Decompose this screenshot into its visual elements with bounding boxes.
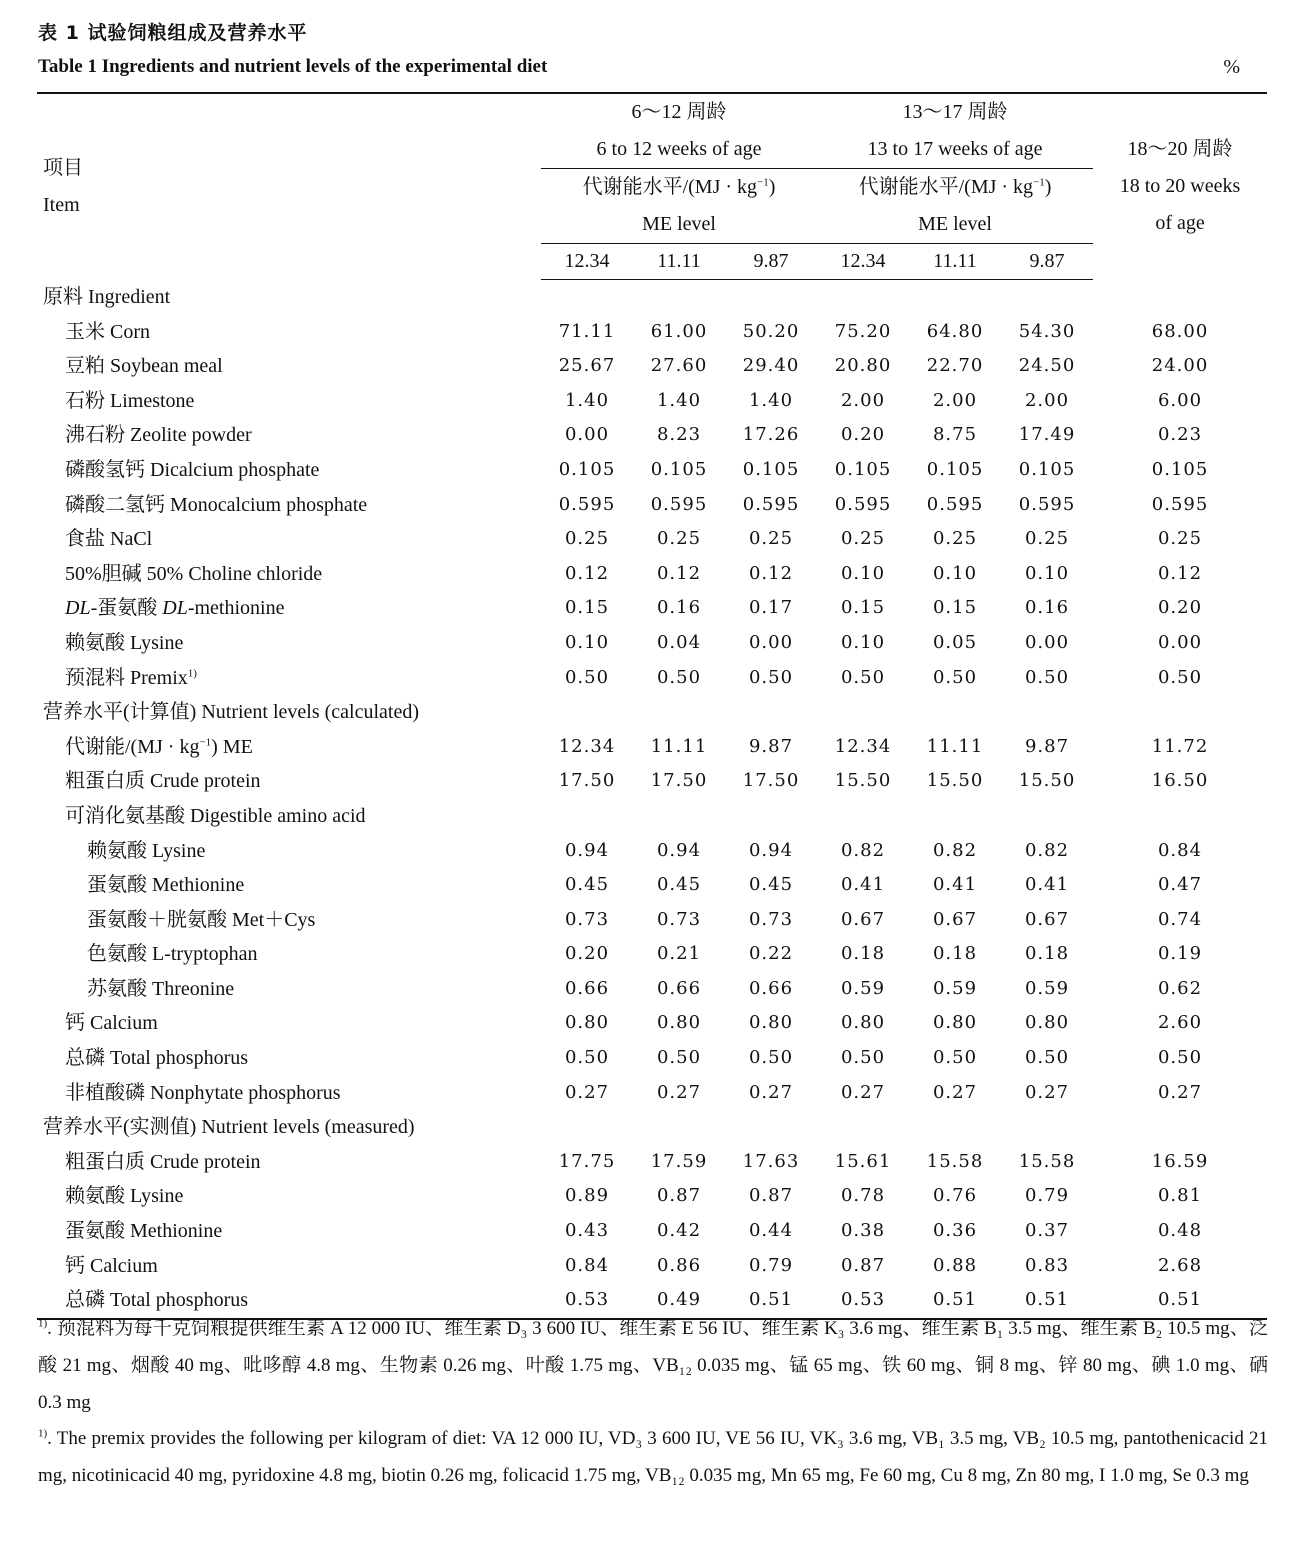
cell-value: 0.80: [748, 1012, 794, 1034]
cell-value: 0.12: [656, 562, 702, 584]
me-level-5: 11.11: [909, 244, 1001, 280]
row-label: 玉米 Corn: [65, 320, 150, 343]
table-row: [37, 418, 1267, 453]
row-label: 蛋氨酸 Methionine: [65, 1220, 223, 1243]
cell-value: 0.41: [932, 874, 978, 896]
cell-value: 0.105: [834, 458, 892, 480]
cell-value: 71.11: [558, 320, 616, 342]
table-row: [37, 972, 1267, 1007]
table-row: [37, 488, 1267, 523]
cell-value: 0.80: [932, 1012, 978, 1034]
cell-value: 15.50: [1018, 770, 1076, 792]
cell-value: 0.18: [1024, 943, 1070, 965]
cell-value: 0.82: [1024, 839, 1070, 861]
row-label: 赖氨酸 Lysine: [65, 1185, 184, 1208]
cell-value: 0.15: [840, 597, 886, 619]
cell-value: 0.87: [840, 1254, 886, 1276]
table-row: [37, 1076, 1267, 1111]
table-caption-en: Table 1 Ingredients and nutrient levels of the experimental diet: [38, 56, 548, 77]
table-row: [37, 1110, 1267, 1145]
cell-value: 17.63: [742, 1150, 800, 1172]
group1-me-cn: 代谢能水平$/(MJ \cdot kg^{-1})$: [582, 176, 776, 198]
table-row: [37, 937, 1267, 972]
cell-value: 0.05: [932, 631, 978, 653]
cell-value: 24.00: [1151, 355, 1209, 377]
cell-value: 0.12: [748, 562, 794, 584]
cell-value: 24.50: [1018, 355, 1076, 377]
cell-value: 0.94: [564, 839, 610, 861]
cell-value: 0.10: [840, 631, 886, 653]
cell-value: 0.44: [748, 1220, 794, 1242]
row-label: 蛋氨酸＋胱氨酸 Met＋Cys: [87, 908, 316, 931]
row-label: 代谢能$/(MJ \cdot kg^{-1})$ ME: [65, 735, 253, 758]
row-label: 原料 Ingredient: [43, 286, 171, 308]
diet-table: [37, 92, 1267, 1320]
table-row: [37, 695, 1267, 730]
group2-header-en: 13 to 17 weeks of age: [817, 131, 1093, 169]
cell-value: 54.30: [1018, 320, 1076, 342]
table-row: [37, 764, 1267, 799]
cell-value: 17.50: [650, 770, 708, 792]
cell-value: 2.00: [840, 389, 886, 411]
cell-value: 0.88: [932, 1254, 978, 1276]
cell-value: 0.00: [564, 424, 610, 446]
cell-value: 75.20: [834, 320, 892, 342]
row-label: 50%胆碱 50% Choline chloride: [65, 562, 323, 585]
cell-value: 0.105: [926, 458, 984, 480]
cell-value: 0.47: [1157, 874, 1203, 896]
cell-value: 9.87: [748, 735, 794, 757]
table-unit: %: [1223, 56, 1240, 78]
table-row: [37, 591, 1267, 626]
row-label: DL-蛋氨酸 DL-methionine: [65, 597, 285, 620]
cell-value: 0.595: [834, 493, 892, 515]
table-row: [37, 349, 1267, 384]
table-row: [37, 799, 1267, 834]
cell-value: 0.83: [1024, 1254, 1070, 1276]
cell-value: 61.00: [650, 320, 708, 342]
table-row: [37, 1041, 1267, 1076]
cell-value: 0.105: [742, 458, 800, 480]
cell-value: 0.595: [558, 493, 616, 515]
cell-value: 12.34: [558, 735, 616, 757]
cell-value: 0.16: [1024, 597, 1070, 619]
row-label: 石粉 Limestone: [65, 389, 195, 412]
cell-value: 0.595: [1018, 493, 1076, 515]
footnote-cn: [38, 1310, 1268, 1421]
cell-value: 0.51: [909, 1283, 1001, 1319]
group3-header-cn: 18～20 周龄: [1127, 138, 1233, 161]
table-row: [37, 522, 1267, 557]
footnote-en: [38, 1420, 1268, 1494]
row-label: 色氨酸 L-tryptophan: [87, 943, 258, 966]
cell-value: 0.80: [656, 1012, 702, 1034]
cell-value: 17.26: [742, 424, 800, 446]
cell-value: 0.27: [840, 1081, 886, 1103]
cell-value: 0.20: [1157, 597, 1203, 619]
me-level-4: 12.34: [817, 244, 909, 280]
cell-value: 0.50: [564, 666, 610, 688]
cell-value: 0.41: [1024, 874, 1070, 896]
row-label: 粗蛋白质 Crude protein: [65, 1150, 261, 1173]
cell-value: 0.42: [656, 1220, 702, 1242]
cell-value: 0.50: [932, 1047, 978, 1069]
cell-value: 0.19: [1157, 943, 1203, 965]
table-row: [37, 1006, 1267, 1041]
cell-value: 11.72: [1151, 735, 1209, 757]
cell-value: 0.36: [932, 1220, 978, 1242]
row-label: 磷酸氢钙 Dicalcium phosphate: [65, 458, 320, 481]
cell-value: 0.27: [932, 1081, 978, 1103]
row-label: 豆粕 Soybean meal: [65, 355, 223, 378]
group1-header-cn: 6～12 周龄: [541, 93, 817, 131]
cell-value: 0.10: [564, 631, 610, 653]
cell-value: 25.67: [558, 355, 616, 377]
cell-value: 0.25: [656, 528, 702, 550]
cell-value: 0.87: [656, 1185, 702, 1207]
row-label: 粗蛋白质 Crude protein: [65, 770, 261, 793]
row-label: 苏氨酸 Threonine: [87, 977, 235, 1000]
footnote-marker: 1): [38, 1317, 48, 1330]
me-level-1: 12.34: [541, 244, 633, 280]
table-row: [37, 557, 1267, 592]
cell-value: 8.75: [932, 424, 978, 446]
cell-value: 2.00: [932, 389, 978, 411]
group2-me-en: ME level: [817, 206, 1093, 244]
cell-value: 0.50: [1157, 666, 1203, 688]
cell-value: 0.50: [656, 666, 702, 688]
cell-value: 0.27: [564, 1081, 610, 1103]
cell-value: 0.25: [932, 528, 978, 550]
cell-value: 17.59: [650, 1150, 708, 1172]
cell-value: 0.67: [932, 908, 978, 930]
cell-value: 0.82: [932, 839, 978, 861]
table-row: [37, 903, 1267, 938]
row-label: 非植酸磷 Nonphytate phosphorus: [65, 1081, 341, 1104]
cell-value: 0.50: [1157, 1047, 1203, 1069]
cell-value: 0.25: [748, 528, 794, 550]
cell-value: 27.60: [650, 355, 708, 377]
cell-value: 0.50: [840, 666, 886, 688]
cell-value: 17.75: [558, 1150, 616, 1172]
cell-value: 0.10: [932, 562, 978, 584]
cell-value: 15.58: [926, 1150, 984, 1172]
row-label: 总磷 Total phosphorus: [37, 1283, 541, 1319]
cell-value: 0.18: [840, 943, 886, 965]
cell-value: 17.49: [1018, 424, 1076, 446]
cell-value: 0.50: [1024, 666, 1070, 688]
cell-value: 0.25: [564, 528, 610, 550]
cell-value: 0.50: [656, 1047, 702, 1069]
cell-value: 0.49: [633, 1283, 725, 1319]
footnote-cn-text: . 预混料为每千克饲粮提供维生素 A 12 000 IU、维生素 D₃ 3 600 IU、维生素 E 56 IU、维生素 K₃ 3.6 mg、维生素 B₁ 3.5 mg、维生素 B₂ 10.5 mg、泛酸 21 mg、烟酸 40 mg、吡哆醇 4.8 mg、生物素 0.26 mg、叶酸 1.75 mg、VB₁₂ 0.035 mg、锰 65 mg、铁 60 mg、铜 8 mg、锌 80 mg、碘 1.0 mg、硒 0.3 mg: [38, 1318, 1268, 1413]
cell-value: 22.70: [926, 355, 984, 377]
group2-me-cn: 代谢能水平$/(MJ \cdot kg^{-1})$: [858, 176, 1052, 198]
cell-value: 2.60: [1157, 1012, 1203, 1034]
cell-value: 2.00: [1024, 389, 1070, 411]
cell-value: 0.41: [840, 874, 886, 896]
cell-value: 0.76: [932, 1185, 978, 1207]
group3-header-en2: of age: [1155, 212, 1205, 235]
table-row: [37, 1214, 1267, 1249]
row-label: 预混料 Premix$^{1)}$: [65, 666, 197, 689]
table-row: [37, 1249, 1267, 1284]
cell-value: 8.23: [656, 424, 702, 446]
row-label: 沸石粉 Zeolite powder: [65, 424, 252, 447]
me-level-3: 9.87: [725, 244, 817, 280]
cell-value: 0.73: [748, 908, 794, 930]
cell-value: 0.62: [1157, 977, 1203, 999]
row-label: 总磷 Total phosphorus: [65, 1047, 249, 1070]
cell-value: 0.51: [1093, 1283, 1267, 1319]
cell-value: 50.20: [742, 320, 800, 342]
cell-value: 0.25: [1024, 528, 1070, 550]
cell-value: 0.23: [1157, 424, 1203, 446]
cell-value: 0.66: [656, 977, 702, 999]
cell-value: 0.67: [840, 908, 886, 930]
item-header-cn: 项目: [43, 156, 83, 179]
cell-value: 68.00: [1151, 320, 1209, 342]
cell-value: 0.89: [564, 1185, 610, 1207]
cell-value: 0.43: [564, 1220, 610, 1242]
table-row: [37, 453, 1267, 488]
cell-value: 0.84: [1157, 839, 1203, 861]
row-label: 磷酸二氢钙 Monocalcium phosphate: [65, 493, 368, 516]
cell-value: 12.34: [834, 735, 892, 757]
cell-value: 0.80: [1024, 1012, 1070, 1034]
cell-value: 0.105: [1151, 458, 1209, 480]
cell-value: 0.51: [1001, 1283, 1093, 1319]
cell-value: 0.105: [558, 458, 616, 480]
cell-value: 15.58: [1018, 1150, 1076, 1172]
cell-value: 11.11: [650, 735, 708, 757]
cell-value: 15.50: [926, 770, 984, 792]
cell-value: 0.37: [1024, 1220, 1070, 1242]
cell-value: 0.73: [656, 908, 702, 930]
cell-value: 0.74: [1157, 908, 1203, 930]
group1-me-en: ME level: [541, 206, 817, 244]
row-label: 赖氨酸 Lysine: [87, 839, 206, 862]
me-level-2: 11.11: [633, 244, 725, 280]
cell-value: 0.00: [748, 631, 794, 653]
row-label: 蛋氨酸 Methionine: [87, 874, 245, 897]
cell-value: 0.45: [656, 874, 702, 896]
cell-value: 0.82: [840, 839, 886, 861]
cell-value: 0.94: [748, 839, 794, 861]
footnote-marker: 1): [38, 1427, 48, 1440]
cell-value: 0.94: [656, 839, 702, 861]
cell-value: 0.22: [748, 943, 794, 965]
cell-value: 0.50: [932, 666, 978, 688]
cell-value: 0.50: [1024, 1047, 1070, 1069]
cell-value: 0.66: [564, 977, 610, 999]
cell-value: 0.51: [725, 1283, 817, 1319]
cell-value: 0.27: [1157, 1081, 1203, 1103]
cell-value: 1.40: [564, 389, 610, 411]
cell-value: 0.79: [748, 1254, 794, 1276]
cell-value: 15.61: [834, 1150, 892, 1172]
table-row: [37, 661, 1267, 696]
cell-value: 0.53: [541, 1283, 633, 1319]
cell-value: 0.00: [1157, 631, 1203, 653]
cell-value: 1.40: [748, 389, 794, 411]
table-body: [37, 280, 1267, 1319]
cell-value: 0.38: [840, 1220, 886, 1242]
cell-value: 0.78: [840, 1185, 886, 1207]
cell-value: 0.105: [650, 458, 708, 480]
cell-value: 16.50: [1151, 770, 1209, 792]
cell-value: 9.87: [1024, 735, 1070, 757]
cell-value: 0.15: [932, 597, 978, 619]
cell-value: 0.595: [1151, 493, 1209, 515]
cell-value: 0.80: [840, 1012, 886, 1034]
cell-value: 0.67: [1024, 908, 1070, 930]
cell-value: 0.50: [840, 1047, 886, 1069]
table-row: [37, 834, 1267, 869]
cell-value: 0.18: [932, 943, 978, 965]
cell-value: 0.84: [564, 1254, 610, 1276]
table-row: [37, 384, 1267, 419]
cell-value: 11.11: [926, 735, 984, 757]
cell-value: 0.27: [748, 1081, 794, 1103]
cell-value: 0.20: [840, 424, 886, 446]
cell-value: 0.53: [817, 1283, 909, 1319]
row-label: 营养水平(计算值) Nutrient levels (calculated): [43, 701, 419, 724]
row-label: 钙 Calcium: [65, 1012, 158, 1035]
cell-value: 0.66: [748, 977, 794, 999]
cell-value: 16.59: [1151, 1150, 1209, 1172]
cell-value: 0.48: [1157, 1220, 1203, 1242]
cell-value: 0.27: [656, 1081, 702, 1103]
cell-value: 0.105: [1018, 458, 1076, 480]
cell-value: 0.10: [1024, 562, 1070, 584]
cell-value: 0.50: [748, 666, 794, 688]
row-label: 食盐 NaCl: [65, 528, 153, 551]
cell-value: 0.81: [1157, 1185, 1203, 1207]
table-row: [37, 626, 1267, 661]
me-level-6: 9.87: [1001, 244, 1093, 280]
table-row: [37, 1179, 1267, 1214]
cell-value: 0.15: [564, 597, 610, 619]
table-row: [37, 315, 1267, 350]
cell-value: 0.50: [564, 1047, 610, 1069]
cell-value: 0.79: [1024, 1185, 1070, 1207]
cell-value: 2.68: [1157, 1254, 1203, 1276]
cell-value: 0.50: [748, 1047, 794, 1069]
item-header: [37, 93, 541, 280]
cell-value: 0.595: [650, 493, 708, 515]
cell-value: 0.25: [1157, 528, 1203, 550]
footnote-en-text: . The premix provides the following per kilogram of diet: VA 12 000 IU, VD₃ 3 600 IU, VE 56 IU, VK₃ 3.6 mg, VB₁ 3.5 mg, VB₂ 10.5 mg, pantothenicacid 21 mg, nicotinicacid 40 mg, pyridoxine 4.8 mg, biotin 0.26 mg, folicacid 1.75 mg, VB₁₂ 0.035 mg, Mn 65 mg, Fe 60 mg, Cu 8 mg, Zn 80 mg, I 1.0 mg, Se 0.3 mg: [38, 1428, 1268, 1486]
cell-value: 0.25: [840, 528, 886, 550]
row-label: 营养水平(实测值) Nutrient levels (measured): [43, 1116, 415, 1139]
cell-value: 64.80: [926, 320, 984, 342]
group1-header-en: 6 to 12 weeks of age: [541, 131, 817, 169]
cell-value: 0.59: [932, 977, 978, 999]
cell-value: 0.21: [656, 943, 702, 965]
cell-value: 0.27: [1024, 1081, 1070, 1103]
cell-value: 0.45: [564, 874, 610, 896]
cell-value: 6.00: [1157, 389, 1203, 411]
table-row: [37, 868, 1267, 903]
row-label: 可消化氨基酸 Digestible amino acid: [65, 804, 366, 827]
cell-value: 1.40: [656, 389, 702, 411]
table-row: [37, 1145, 1267, 1180]
cell-value: 17.50: [558, 770, 616, 792]
row-label: 赖氨酸 Lysine: [65, 631, 184, 654]
group3-header-en1: 18 to 20 weeks: [1119, 175, 1241, 198]
cell-value: 0.86: [656, 1254, 702, 1276]
cell-value: 29.40: [742, 355, 800, 377]
cell-value: 0.20: [564, 943, 610, 965]
cell-value: 0.87: [748, 1185, 794, 1207]
cell-value: 0.80: [564, 1012, 610, 1034]
cell-value: 0.595: [742, 493, 800, 515]
cell-value: 20.80: [834, 355, 892, 377]
cell-value: 0.12: [1157, 562, 1203, 584]
item-header-en: Item: [43, 193, 80, 216]
cell-value: 0.16: [656, 597, 702, 619]
group3-header: [1093, 93, 1267, 280]
cell-value: 0.73: [564, 908, 610, 930]
table-row: [37, 730, 1267, 765]
row-label: 钙 Calcium: [65, 1254, 158, 1277]
cell-value: 0.17: [748, 597, 794, 619]
cell-value: 15.50: [834, 770, 892, 792]
cell-value: 0.595: [926, 493, 984, 515]
cell-value: 0.10: [840, 562, 886, 584]
cell-value: 0.45: [748, 874, 794, 896]
cell-value: 0.04: [656, 631, 702, 653]
table-row: [37, 280, 1267, 315]
cell-value: 17.50: [742, 770, 800, 792]
cell-value: 0.00: [1024, 631, 1070, 653]
cell-value: 0.59: [840, 977, 886, 999]
cell-value: 0.59: [1024, 977, 1070, 999]
group2-header-cn: 13～17 周龄: [817, 93, 1093, 131]
table-caption-cn: 表 1 试验饲粮组成及营养水平: [38, 22, 308, 44]
cell-value: 0.12: [564, 562, 610, 584]
